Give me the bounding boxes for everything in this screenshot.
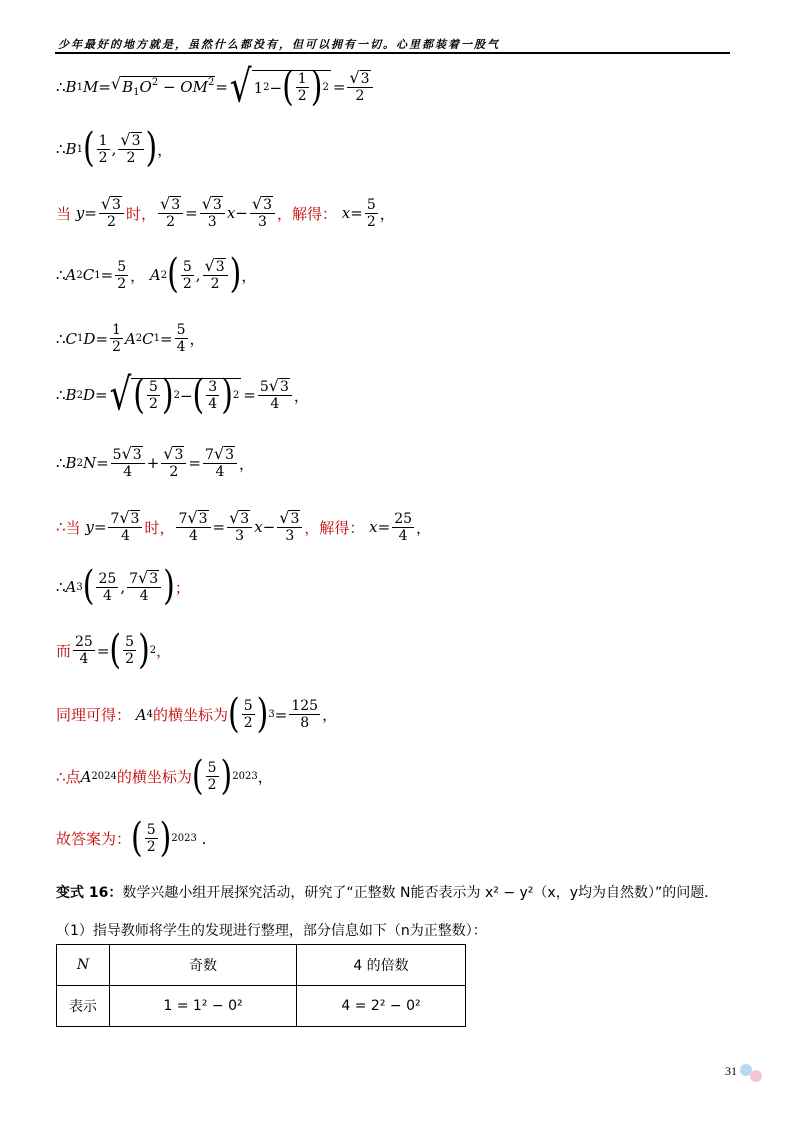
table-cell: 奇数 xyxy=(110,945,297,986)
question-1: （1）指导教师将学生的发现进行整理，部分信息如下（n为正整数）： xyxy=(56,923,487,939)
variant-text: 数学兴趣小组开展探究活动，研究了“正整数 N能否表示为 x² − y²（x，y均为自然数）”的问题． xyxy=(122,885,719,901)
variant-16-problem xyxy=(56,882,718,902)
page-header-motto: 少年最好的地方就是，虽然什么都没有，但可以拥有一切。心里都装着一股气 xyxy=(58,38,500,51)
math-line-a4: 同理可得： A 4 的横坐标为 ( $\frac{5}{2}$ ) 3 = $\frac{125}{8}$ ， xyxy=(56,690,338,738)
then-label: 时， xyxy=(125,204,156,223)
math-line-and: 而 $\frac{25}{4}$ = ( $\frac{5}{2}$ ) 2 ， xyxy=(56,626,172,674)
math-line-b2d: ∴ B 2 D = √ ( $\frac{5}{2}$ ) 2 − ( $\frac{3}{4}$ ) 2 = 5 √ 3 4 ， xyxy=(56,368,309,421)
math-line-solve-x: 当 y = √ 3 2 时， √ 3 2 = √ 3 3 x − √ 3 3 ，解得： x = $\frac{5}{2}$ ， xyxy=(56,194,395,231)
point-label: 点 xyxy=(65,768,81,787)
info-table xyxy=(56,944,466,1027)
header-divider xyxy=(55,52,730,54)
math-line-b1m: ∴ B 1 M = √ $B_1O^2 - OM^2$ = √ 1 2 − ( $\frac{1}{2}$ ) 2 = √ 3 2 xyxy=(56,70,375,104)
math-line-c1d: ∴ C 1 D = $\frac{1}{2}$ A 2 C 1 = $\frac{5}{4}$ ， xyxy=(56,322,205,356)
answer-label: 故答案为： xyxy=(56,830,132,849)
when-label: 当 xyxy=(56,204,72,223)
math-line-a3-coords: ∴ A 3 ( $\frac{25}{4}$ , 7 √ 3 4 ) ； xyxy=(56,562,190,611)
when-label-2: 当 xyxy=(65,518,81,537)
balloon-decoration-icon xyxy=(750,1070,762,1082)
math-line-a2024: ∴ 点 A 2024 的横坐标为 ( $\frac{5}{2}$ ) 2023 ， xyxy=(56,752,273,800)
similarly-label: 同理可得： xyxy=(56,706,132,725)
solve-label: ，解得： xyxy=(276,204,337,223)
table-cell: 1 = 1² − 0² xyxy=(110,986,297,1027)
variant-label: 变式 16： xyxy=(56,885,123,901)
table-cell: 4 的倍数 xyxy=(297,945,466,986)
math-line-solve-x2: ∴ 当 y = 7 √ 3 4 时， 7 √ 3 4 = √ 3 3 x − √ 3 3 ，解得： x = $\frac{25}{4}$ ， xyxy=(56,508,432,545)
table-cell: N xyxy=(57,945,110,986)
math-line-answer: 故答案为： ( $\frac{5}{2}$ ) 2023 . xyxy=(56,814,207,862)
and-label: 而 xyxy=(56,642,72,661)
table-cell: 表示 xyxy=(57,986,110,1027)
abscissa-label: 的横坐标为 xyxy=(153,706,229,725)
table-header-row xyxy=(57,945,466,986)
page-number: 31 xyxy=(725,1064,737,1078)
table-cell: 4 = 2² − 0² xyxy=(297,986,466,1027)
table-row xyxy=(57,986,466,1027)
math-line-b1-coords: ∴ B 1 ( $\frac{1}{2}$ , √ 3 2 ) ， xyxy=(56,124,173,173)
math-line-b2n: ∴ B 2 N = 5 √ 3 4 + √ 3 2 = 7 √ 3 4 ， xyxy=(56,444,255,481)
math-line-a2c1: ∴ A 2 C 1 = $\frac{5}{2}$ ， A 2 ( $\frac{5}{2}$ , √ 3 2 ) ， xyxy=(56,250,257,299)
